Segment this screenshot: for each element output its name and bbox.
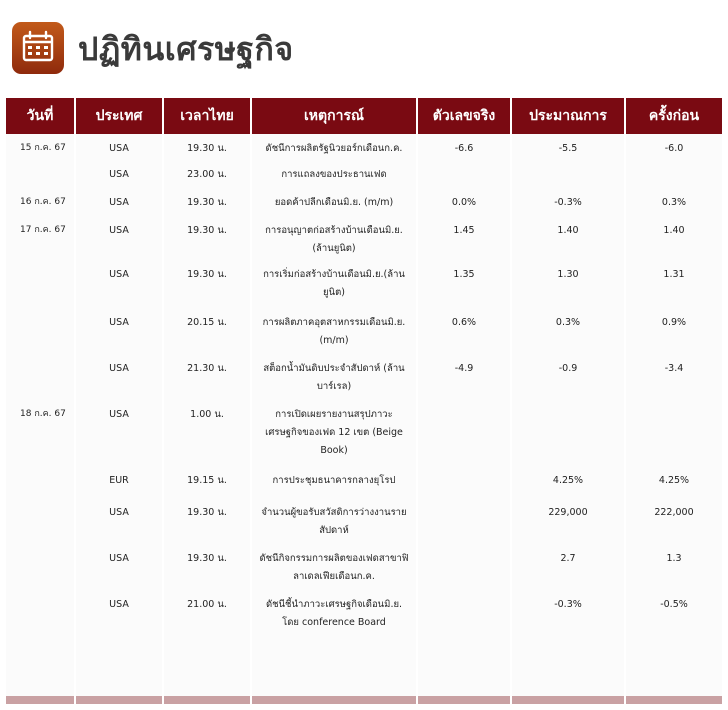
cell-forecast: -0.3%	[554, 197, 582, 208]
cell-previous: -0.5%	[660, 599, 688, 610]
cell-event: ยอดค้าปลีกเดือนมิ.ย. (m/m)	[274, 197, 394, 208]
footer-bar	[76, 696, 162, 704]
cell-actual: 1.45	[453, 225, 475, 236]
table-row	[6, 596, 722, 636]
cell-forecast: 1.40	[557, 225, 579, 236]
cell-time: 21.30 น.	[187, 363, 227, 374]
cell-time: 19.15 น.	[187, 475, 227, 486]
cell-event: การผลิตภาคอุตสาหกรรมเดือนมิ.ย.(m/m)	[262, 317, 406, 346]
table-row	[6, 166, 722, 194]
cell-actual: 0.0%	[451, 197, 477, 208]
footer-bar	[6, 696, 74, 704]
cell-country: USA	[109, 269, 129, 280]
cell-event: ดัชนีชี้นำภาวะเศรษฐกิจเดือนมิ.ย. โดย conference Board	[265, 599, 403, 628]
cell-forecast: -0.9	[558, 363, 578, 374]
cell-actual: -4.9	[454, 363, 474, 374]
table-row	[6, 550, 722, 596]
cell-event: ดัชนีกิจกรรมการผลิตของเฟดสาขาฟิลาเดลเฟียเดือนก.ค.	[259, 553, 409, 582]
table-row	[6, 140, 722, 166]
cell-event: สต็อกน้ำมันดิบประจำสัปดาห์ (ล้านบาร์เรล)	[263, 363, 405, 392]
cell-time: 19.30 น.	[187, 197, 227, 208]
header-previous: ครั้งก่อน	[626, 98, 722, 134]
header-time: เวลาไทย	[164, 98, 250, 134]
page-title: ปฏิทินเศรษฐกิจ	[78, 30, 294, 68]
cell-previous: -6.0	[664, 143, 684, 154]
cell-country: USA	[109, 599, 129, 610]
cell-actual: 0.6%	[451, 317, 477, 328]
cell-forecast: 1.30	[557, 269, 579, 280]
cell-event: การอนุญาตก่อสร้างบ้านเดือนมิ.ย.(ล้านยูนิต)	[265, 225, 403, 254]
header-actual: ตัวเลขจริง	[418, 98, 510, 134]
cell-event: การประชุมธนาคารกลางยุโรป	[272, 475, 396, 486]
cell-time: 21.00 น.	[187, 599, 227, 610]
table-row	[6, 194, 722, 222]
footer-bar	[418, 696, 510, 704]
header-forecast: ประมาณการ	[512, 98, 624, 134]
cell-country: USA	[109, 553, 129, 564]
cell-previous: 0.3%	[661, 197, 687, 208]
table-row	[6, 360, 722, 406]
footer-bar	[252, 696, 416, 704]
header-date: วันที่	[6, 98, 74, 134]
cell-country: USA	[109, 169, 129, 180]
table-row	[6, 266, 722, 314]
cell-actual: 1.35	[453, 269, 475, 280]
cell-previous: 4.25%	[658, 475, 690, 486]
cell-time: 23.00 น.	[187, 169, 227, 180]
cell-time: 19.30 น.	[187, 143, 227, 154]
footer-bar	[164, 696, 250, 704]
cell-time: 19.30 น.	[187, 507, 227, 518]
cell-forecast: 2.7	[560, 553, 576, 564]
cell-previous: 1.31	[663, 269, 685, 280]
cell-time: 19.30 น.	[187, 225, 227, 236]
header-country: ประเทศ	[76, 98, 162, 134]
cell-forecast: 4.25%	[552, 475, 584, 486]
cell-country: USA	[109, 197, 129, 208]
cell-previous: 1.40	[663, 225, 685, 236]
footer-bar	[512, 696, 624, 704]
cell-event: การแถลงของประธานเฟด	[281, 169, 387, 180]
cell-date: 17 ก.ค. 67	[20, 225, 66, 235]
cell-event: การเริ่มก่อสร้างบ้านเดือนมิ.ย.(ล้านยูนิต)	[263, 269, 405, 298]
table-row	[6, 222, 722, 266]
cell-forecast: -0.3%	[554, 599, 582, 610]
table-row	[6, 406, 722, 472]
cell-date: 16 ก.ค. 67	[20, 197, 66, 207]
footer-bar	[626, 696, 722, 704]
cell-previous: 222,000	[654, 507, 694, 518]
table-row	[6, 314, 722, 360]
cell-previous: 1.3	[666, 553, 682, 564]
cell-country: USA	[109, 225, 129, 236]
table-row	[6, 472, 722, 504]
cell-country: USA	[109, 363, 129, 374]
table-header	[6, 98, 722, 134]
cell-previous: 0.9%	[661, 317, 687, 328]
cell-time: 20.15 น.	[187, 317, 227, 328]
cell-time: 1.00 น.	[190, 409, 224, 420]
cell-event: การเปิดเผยรายงานสรุปภาวะเศรษฐกิจของเฟด 12 เขต (Beige Book)	[265, 409, 403, 456]
cell-forecast: 0.3%	[555, 317, 581, 328]
cell-country: EUR	[109, 475, 129, 486]
calendar-table	[6, 98, 722, 704]
cell-time: 19.30 น.	[187, 269, 227, 280]
cell-time: 19.30 น.	[187, 553, 227, 564]
cell-country: USA	[109, 143, 129, 154]
cell-previous: -3.4	[664, 363, 684, 374]
cell-event: จำนวนผู้ขอรับสวัสดิการว่างงานรายสัปดาห์	[261, 507, 407, 536]
calendar-icon	[12, 22, 64, 74]
cell-actual: -6.6	[454, 143, 474, 154]
cell-date: 18 ก.ค. 67	[20, 409, 66, 419]
cell-forecast: 229,000	[548, 507, 588, 518]
cell-date: 15 ก.ค. 67	[20, 143, 66, 153]
table-row	[6, 504, 722, 550]
page-header	[0, 0, 728, 96]
cell-forecast: -5.5	[558, 143, 578, 154]
header-event: เหตุการณ์	[252, 98, 416, 134]
cell-event: ดัชนีการผลิตรัฐนิวยอร์กเดือนก.ค.	[265, 143, 403, 154]
cell-country: USA	[109, 507, 129, 518]
cell-country: USA	[109, 317, 129, 328]
cell-country: USA	[109, 409, 129, 420]
